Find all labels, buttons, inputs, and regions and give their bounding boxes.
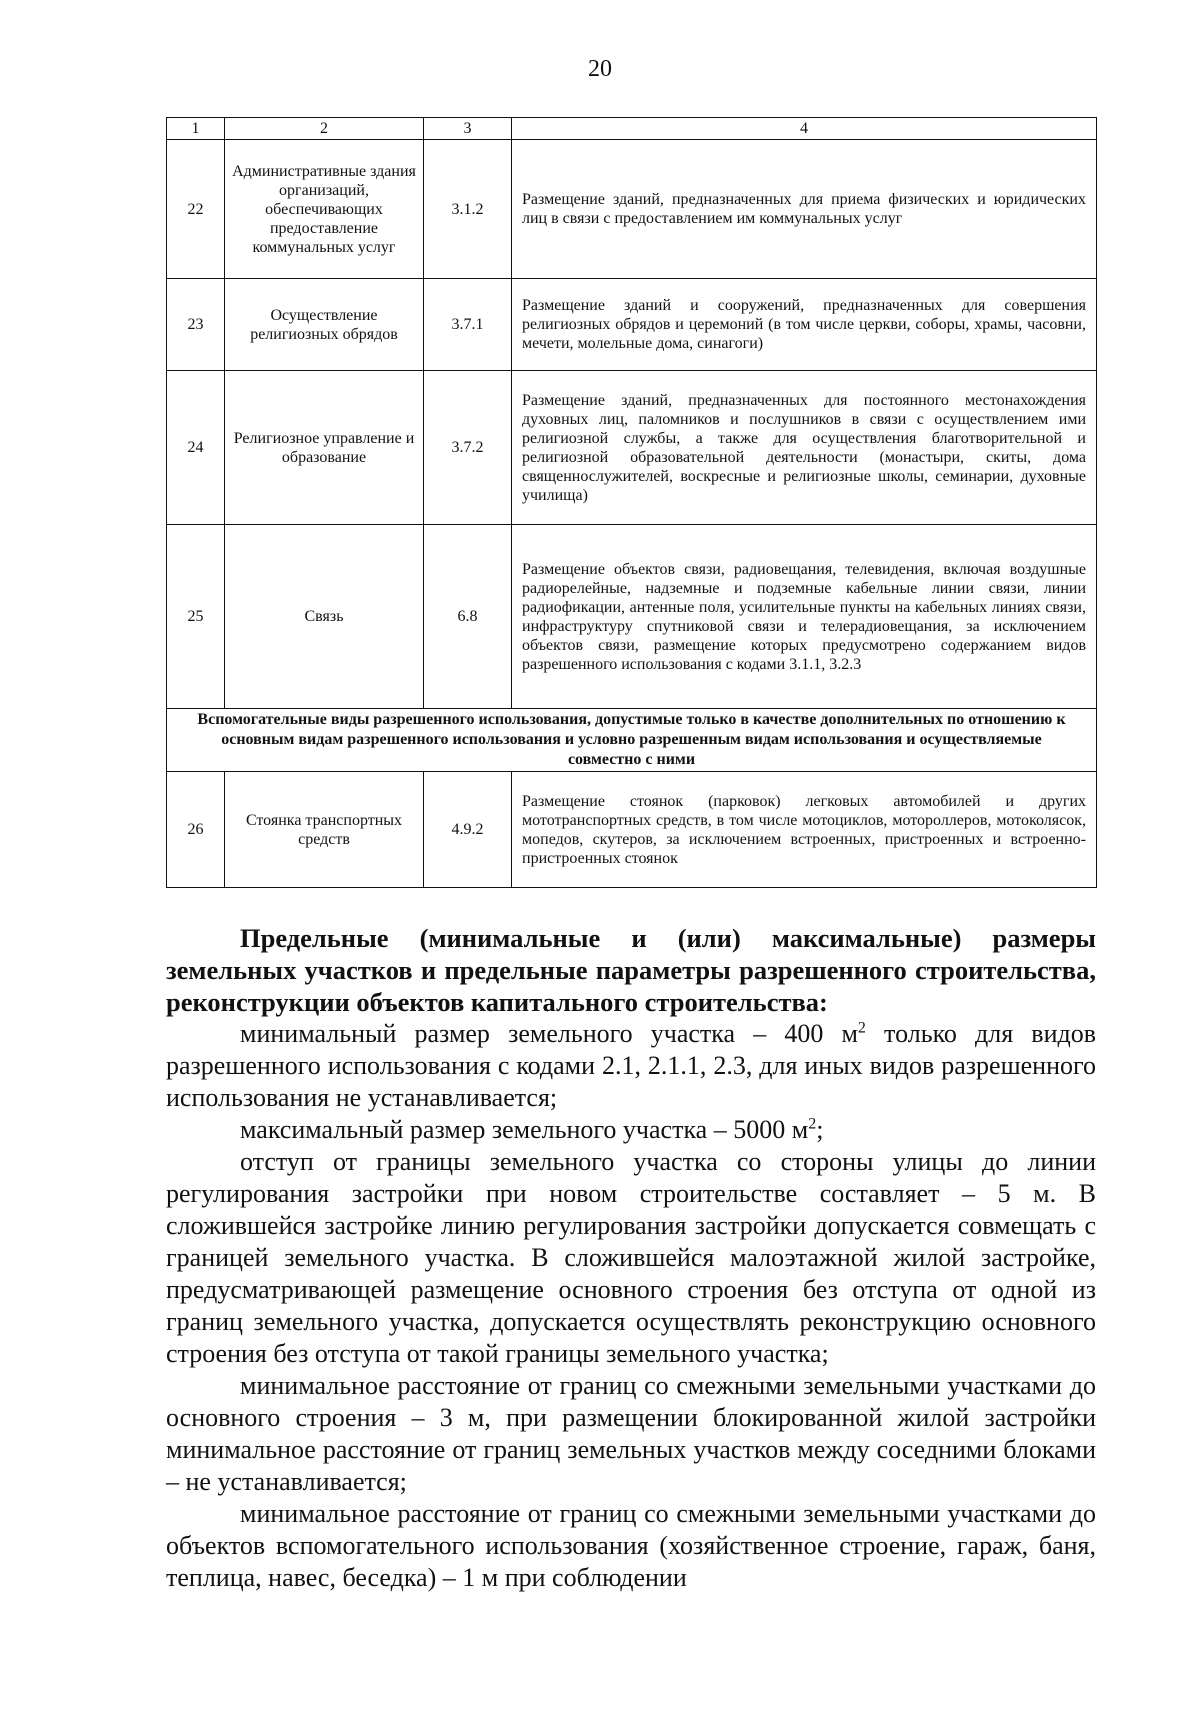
use-description: Размещение зданий и сооружений, предназначенных для совершения религиозных обрядов и церемоний (в том числе церкви, соборы, храмы, часовни, мечети, молельные дома, синагоги) [512, 279, 1097, 371]
use-description: Размещение зданий, предназначенных для постоянного местонахождения духовных лиц, паломников и послушников в связи с осуществлением ими религиозной службы, а также для осуществления благотворительной и религиозной образовательной деятельности (монастыри, скиты, дома священнослужителей, воскресные и религиозные школы, семинарии, духовные училища) [512, 371, 1097, 525]
use-name: Осуществление религиозных обрядов [225, 279, 424, 371]
use-description: Размещение объектов связи, радиовещания, телевидения, включая воздушные радиорелейные, надземные и подземные кабельные линии связи, линии радиофикации, антенные поля, усилительные пункты на кабельных линиях связи, инфраструктуру спутниковой связи и телерадиовещания, за исключением объектов связи, размещение которых предусмотрено содержанием видов разрешенного использования с кодами 3.1.1, 3.2.3 [512, 525, 1097, 709]
text-span: максимальный размер земельного участка – 5000 м [240, 1115, 809, 1144]
paragraph-main-building-distance: минимальное расстояние от границ со смежными земельными участками до основного строения – 3 м, при размещении блокированной жилой застройки минимальное расстояние от границ земельных участков между соседними блоками – не устанавливается; [166, 1371, 1096, 1496]
use-name: Религиозное управление и образование [225, 371, 424, 525]
use-name: Стоянка транспортных средств [225, 772, 424, 888]
use-code: 3.1.2 [424, 140, 512, 279]
paragraph-max-plot-size [166, 1114, 1096, 1146]
paragraph-min-plot-size [166, 1018, 1096, 1114]
use-code: 3.7.2 [424, 371, 512, 525]
use-code: 3.7.1 [424, 279, 512, 371]
column-header: 4 [512, 118, 1097, 140]
use-description: Размещение стоянок (парковок) легковых автомобилей и других мототранспортных средств, в том числе мотоциклов, мотороллеров, мотоколясок, мопедов, скутеров, за исключением встроенных, пристроенных и встроенно-пристроенных стоянок [512, 772, 1097, 888]
land-use-table [166, 117, 1097, 888]
paragraph-auxiliary-building-distance: минимальное расстояние от границ со смежными земельными участками до объектов вспомогательного использования (хозяйственное строение, гараж, баня, теплица, навес, беседка) – 1 м при соблюдении [166, 1499, 1096, 1592]
section-row [167, 709, 1097, 772]
text-span: минимальный размер земельного участка – 400 м [240, 1019, 858, 1048]
table-header-row [167, 118, 1097, 140]
row-number: 23 [167, 279, 225, 371]
text-span: ; [816, 1115, 824, 1144]
use-code: 6.8 [424, 525, 512, 709]
row-number: 26 [167, 772, 225, 888]
table-row [167, 371, 1097, 525]
body-text [166, 922, 1096, 1594]
text-span: только для видов разрешенного использования с кодами 2.1, 2.1.1, 2.3, для иных видов разрешенного использования не устанавливается; [166, 1019, 1096, 1112]
use-name: Связь [225, 525, 424, 709]
column-header: 3 [424, 118, 512, 140]
row-number: 25 [167, 525, 225, 709]
use-name: Административные здания организаций, обеспечивающих предоставление коммунальных услуг [225, 140, 424, 279]
superscript: 2 [808, 1115, 817, 1133]
column-header: 1 [167, 118, 225, 140]
page-number: 20 [588, 56, 612, 82]
use-code: 4.9.2 [424, 772, 512, 888]
table-row [167, 140, 1097, 279]
row-number: 24 [167, 371, 225, 525]
row-number: 22 [167, 140, 225, 279]
paragraph-street-setback: отступ от границы земельного участка со стороны улицы до линии регулирования застройки при новом строительстве составляет – 5 м. В сложившейся застройке линию регулирования застройки допускается совмещать с границей земельного участка. В сложившейся малоэтажной жилой застройке, предусматривающей размещение основного строения без отступа от одной из границ земельного участка, допускается осуществлять реконструкцию основного строения без отступа от такой границы земельного участка; [166, 1147, 1096, 1368]
table-row [167, 772, 1097, 888]
section-heading: Предельные (минимальные и (или) максимальные) размеры земельных участков и предельные параметры разрешенного строительства, реконструкции объектов капитального строительства: [166, 923, 1096, 1017]
section-title: Вспомогательные виды разрешенного использования, допустимые только в качестве дополнительных по отношению к основным видам разрешенного использования и условно разрешенным видам использования и осуществляемые совместно с ними [167, 709, 1097, 772]
table-row [167, 525, 1097, 709]
superscript: 2 [857, 1019, 866, 1037]
use-description: Размещение зданий, предназначенных для приема физических и юридических лиц в связи с предоставлением им коммунальных услуг [512, 140, 1097, 279]
table-row [167, 279, 1097, 371]
column-header: 2 [225, 118, 424, 140]
